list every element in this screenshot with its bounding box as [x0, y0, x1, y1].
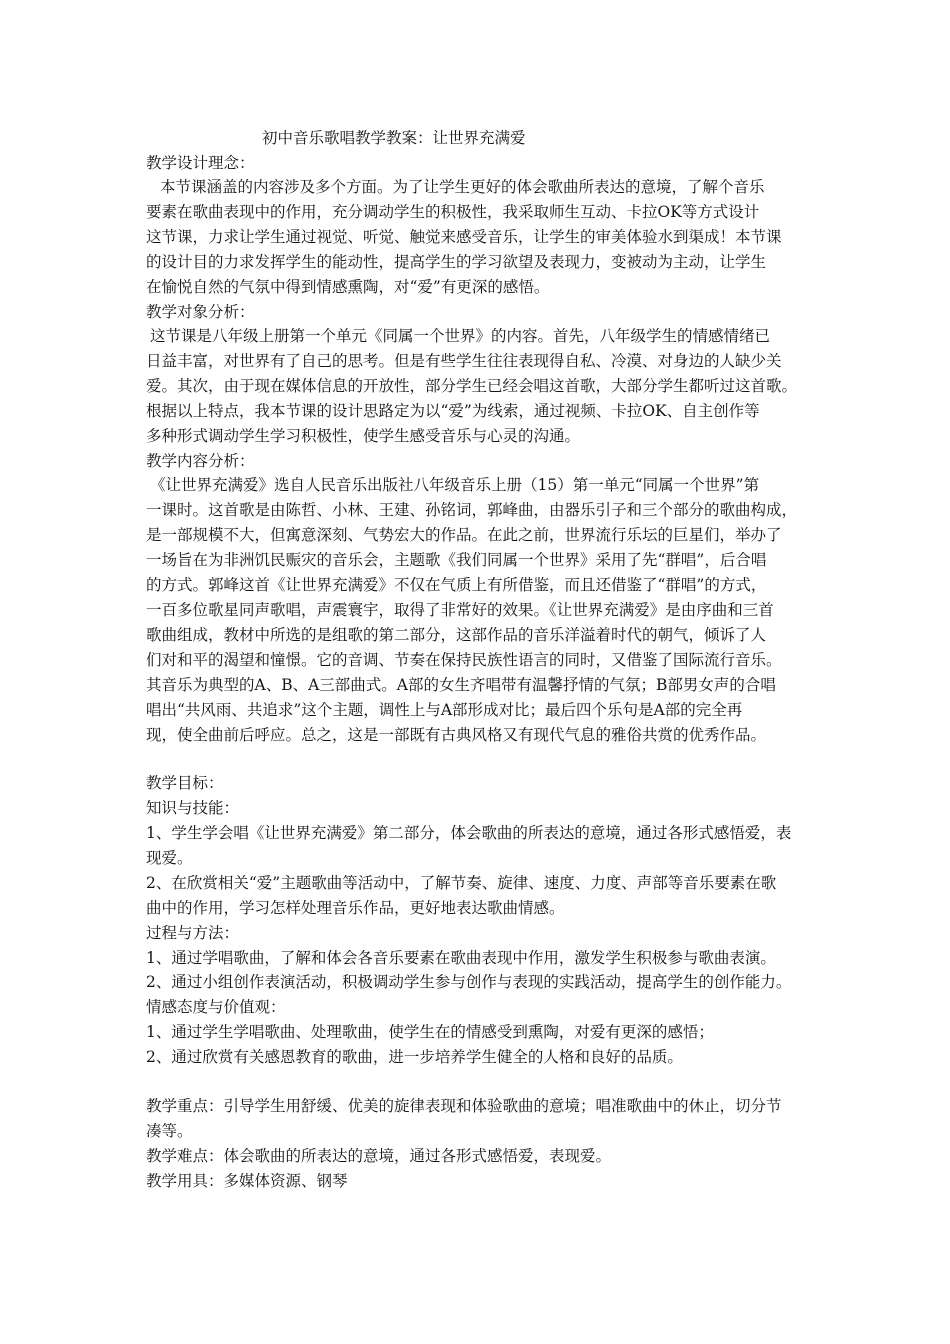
paragraph-line: 一课时。这首歌是由陈哲、小林、王建、孙铭词，郭峰曲，由器乐引子和三个部分的歌曲构成， — [146, 501, 798, 519]
paragraph-line: 们对和平的渴望和憧憬。它的音调、节奏在保持民族性语言的同时，又借鉴了国际流行音乐。 — [146, 651, 782, 669]
list-item-continuation: 曲中的作用，学习怎样处理音乐作品，更好地表达歌曲情感。 — [146, 899, 565, 917]
paragraph-line: 歌曲组成，教材中所选的是组歌的第二部分，这部作品的音乐洋溢着时代的朝气，倾诉了人 — [146, 626, 767, 644]
paragraph-line: 的设计目的力求发挥学生的能动性，提高学生的学习欲望及表现力，变被动为主动，让学生 — [146, 253, 767, 271]
paragraph-line: 根据以上特点，我本节课的设计思路定为以“爱”为线索，通过视频、卡拉OK、自主创作等 — [146, 402, 760, 420]
paragraph-line: 其音乐为典型的A、B、A三部曲式。A部的女生齐唱带有温馨抒情的气氛；B部男女声的合唱 — [146, 676, 776, 694]
teaching-key-points: 教学重点：引导学生用舒缓、优美的旋律表现和体验歌曲的意境；唱准歌曲中的休止，切分节 — [146, 1097, 782, 1115]
list-item: 2、通过欣赏有关感恩教育的歌曲，进一步培养学生健全的人格和良好的品质。 — [146, 1048, 683, 1066]
paragraph-line: 现，使全曲前后呼应。总之，这是一部既有古典风格又有现代气息的雅俗共赏的优秀作品。 — [146, 726, 767, 744]
section-heading-audience-analysis: 教学对象分析： — [146, 303, 255, 321]
paragraph-line: 日益丰富，对世界有了自己的思考。但是有些学生往往表现得自私、冷漠、对身边的人缺少关 — [146, 352, 782, 370]
section-heading-content-analysis: 教学内容分析： — [146, 452, 255, 470]
paragraph-line: 唱出“共风雨、共追求”这个主题，调性上与A部形成对比；最后四个乐句是A部的完全再 — [146, 701, 743, 719]
list-item: 1、通过学唱歌曲，了解和体会各音乐要素在歌曲表现中作用，激发学生积极参与歌曲表演。 — [146, 949, 776, 967]
paragraph-line: 的方式。郭峰这首《让世界充满爱》不仅在气质上有所借鉴，而且还借鉴了“群唱”的方式， — [146, 576, 767, 594]
document-title: 初中音乐歌唱教学教案：让世界充满爱 — [262, 129, 526, 147]
paragraph-line: 《让世界充满爱》选自人民音乐出版社八年级音乐上册（15）第一单元“同属一个世界”第 — [150, 476, 760, 494]
subheading-knowledge-skills: 知识与技能： — [146, 799, 240, 817]
teaching-tools: 教学用具：多媒体资源、钢琴 — [146, 1172, 348, 1190]
paragraph-line: 这节课，力求让学生通过视觉、听觉、触觉来感受音乐，让学生的审美体验水到渠成！本节课 — [146, 228, 782, 246]
paragraph-line: 这节课是八年级上册第一个单元《同属一个世界》的内容。首先，八年级学生的情感情绪已 — [150, 327, 771, 345]
teaching-key-points-continuation: 凑等。 — [146, 1122, 193, 1140]
paragraph-line: 多种形式调动学生学习积极性，使学生感受音乐与心灵的沟通。 — [146, 427, 581, 445]
subheading-process-methods: 过程与方法： — [146, 924, 240, 942]
paragraph-line: 要素在歌曲表现中的作用，充分调动学生的积极性，我采取师生互动、卡拉OK等方式设计 — [146, 203, 760, 221]
list-item: 2、在欣赏相关“爱”主题歌曲等活动中，了解节奏、旋律、速度、力度、声部等音乐要素在歌 — [146, 874, 777, 892]
list-item: 1、学生学会唱《让世界充满爱》第二部分，体会歌曲的所表达的意境，通过各形式感悟爱，表 — [146, 824, 792, 842]
subheading-attitude-values: 情感态度与价值观： — [146, 998, 286, 1016]
paragraph-line: 本节课涵盖的内容涉及多个方面。为了让学生更好的体会歌曲所表达的意境，了解个音乐 — [160, 178, 765, 196]
paragraph-line: 一百多位歌星同声歌唱，声震寰宇，取得了非常好的效果。《让世界充满爱》是由序曲和三首 — [146, 601, 774, 619]
section-heading-objectives: 教学目标： — [146, 774, 224, 792]
section-heading-design-concept: 教学设计理念： — [146, 154, 255, 172]
teaching-difficulties: 教学难点：体会歌曲的所表达的意境，通过各形式感悟爱，表现爱。 — [146, 1147, 612, 1165]
paragraph-line: 在愉悦自然的气氛中得到情感熏陶，对“爱”有更深的感悟。 — [146, 278, 550, 296]
paragraph-line: 爱。其次，由于现在媒体信息的开放性，部分学生已经会唱这首歌，大部分学生都听过这首歌。 — [146, 377, 798, 395]
list-item-continuation: 现爱。 — [146, 849, 193, 867]
list-item: 2、通过小组创作表演活动，积极调动学生参与创作与表现的实践活动，提高学生的创作能力。 — [146, 973, 792, 991]
list-item: 1、通过学生学唱歌曲、处理歌曲，使学生在的情感受到熏陶，对爱有更深的感悟； — [146, 1023, 714, 1041]
paragraph-line: 是一部规模不大，但寓意深刻、气势宏大的作品。在此之前，世界流行乐坛的巨星们，举办了 — [146, 526, 782, 544]
paragraph-line: 一场旨在为非洲饥民赈灾的音乐会，主题歌《我们同属一个世界》采用了先“群唱”，后合唱 — [146, 551, 767, 569]
